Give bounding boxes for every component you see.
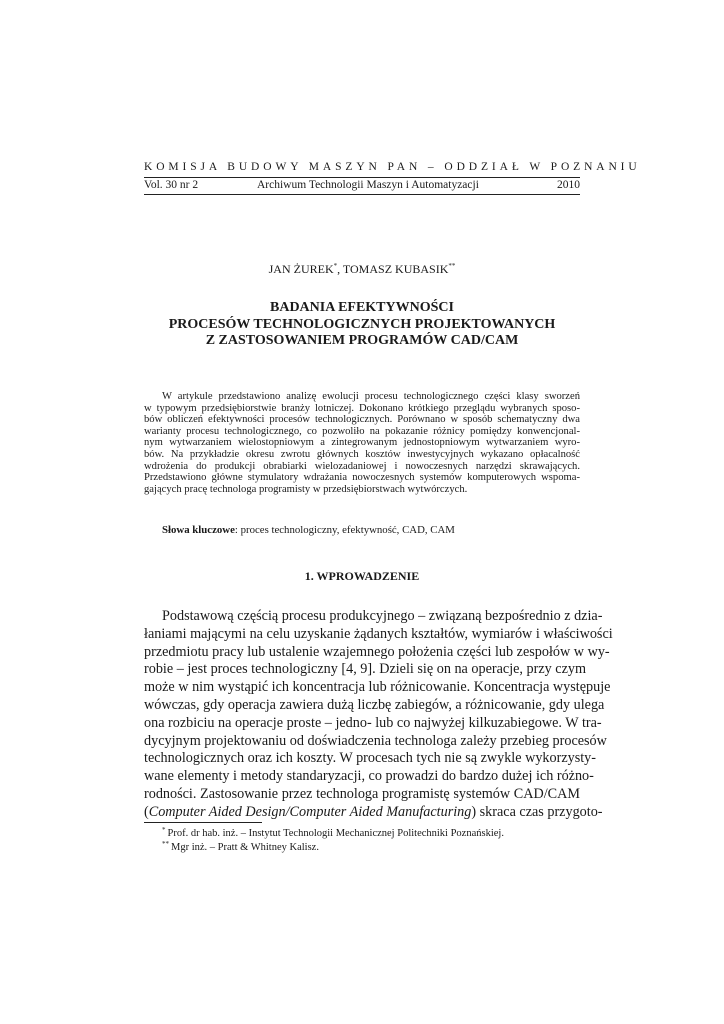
abstract-line: nym wytwarzaniem wielostopniowym a zintegrowanym jednostopniowym wytwarzaniem wyro- xyxy=(144,437,580,449)
italic-term: Computer Aided Design/Computer Aided Manufacturing xyxy=(148,803,472,820)
body-line: wówczas, gdy operacja zawiera dużą liczbę zabiegów, a różnicowanie, gdy ulega xyxy=(144,696,605,713)
keywords xyxy=(162,524,455,536)
body-line: Podstawową częścią procesu produkcyjnego – związaną bezpośrednio z dzia- xyxy=(162,608,603,624)
header-rule-bottom xyxy=(144,194,580,195)
abstract-line: Przedstawiono główne stymulatory wdrażania nowoczesnych systemów komputerowych wspoma- xyxy=(144,472,580,484)
title-line: PROCESÓW TECHNOLOGICZNYCH PROJEKTOWANYCH xyxy=(168,316,556,332)
title-line: BADANIA EFEKTYWNOŚCI xyxy=(270,300,454,315)
title-line: Z ZASTOSOWANIEM PROGRAMÓW CAD/CAM xyxy=(205,333,519,348)
author-separator: , xyxy=(337,262,343,276)
abstract-line: w typowym przedsiębiorstwie branży lotniczej. Dokonano krótkiego przeglądu wybranych sposo- xyxy=(144,402,580,414)
footnote-text: Mgr inż. – Pratt & Whitney Kalisz. xyxy=(171,842,319,853)
abstract-line: gających pracę technologa programisty w przedsiębiorstwach wytwórczych. xyxy=(144,483,468,495)
body-line: technologicznych oraz ich koszty. W procesach tych nie są zwykle wykorzysty- xyxy=(144,750,597,767)
body-paragraph xyxy=(144,608,613,822)
footnote-marker: ** xyxy=(162,840,169,848)
footnote xyxy=(162,840,319,853)
footnote-marker: ** xyxy=(448,262,456,270)
footnote-marker: * xyxy=(162,826,166,834)
footnote-rule xyxy=(144,822,262,823)
volume-number: Vol. 30 nr 2 xyxy=(144,179,199,191)
body-line: rodności. Zastosowanie przez technologa programistę systemów CAD/CAM xyxy=(144,785,580,802)
body-text: ) skraca czas przygoto- xyxy=(471,803,603,820)
author-list xyxy=(144,262,580,277)
abstract xyxy=(144,391,580,495)
footnote xyxy=(162,826,504,839)
abstract-line: warianty procesu technologicznego, co pozwoliło na pokazanie różnicy pomiędzy konwencjonal- xyxy=(144,425,580,437)
header-rule-top xyxy=(144,177,580,178)
abstract-line: W artykule przedstawiono analizę ewolucji procesu technologicznego części klasy sworzeń xyxy=(162,391,580,402)
abstract-line: bów. Na przykładzie okresu zwrotu głównych kosztów inwestycyjnych wykazano opłacalność xyxy=(144,448,580,460)
publication-year: 2010 xyxy=(557,179,580,191)
body-line: wane elementy i metody standaryzacji, co prowadzi do bardzo dużej ich różno- xyxy=(144,768,594,785)
section-heading: 1. WPROWADZENIE xyxy=(304,569,420,583)
keywords-text: : proces technologiczny, efektywność, CAD, CAM xyxy=(234,524,455,536)
abstract-line: bów obliczeń efektywności procesów technologicznych. Porównano w sposób schematyczny dwa xyxy=(144,414,580,426)
body-line: przedmiotu pracy lub ustalenie wzajemnego położenia części lub zespołów w wy- xyxy=(144,643,610,660)
body-line: łaniami mającymi na celu uzyskanie żądanych kształtów, wymiarów i właściwości xyxy=(144,625,613,642)
author-name: JAN ŻUREK xyxy=(268,262,334,276)
body-line: może w nim wystąpić ich koncentracja lub różnicowanie. Koncentracja występuje xyxy=(144,679,611,696)
footnote-text: Prof. dr hab. inż. – Instytut Technologii Mechanicznej Politechniki Poznańskiej. xyxy=(167,828,504,839)
journal-name: Archiwum Technologii Maszyn i Automatyzacji xyxy=(257,179,479,191)
body-line: robie – jest proces technologiczny [4, 9]. Dzieli się on na operacje, przy czym xyxy=(144,661,587,678)
abstract-line: wdrożenia do produkcji obrabiarki wielozadaniowej i nowoczesnych narzędzi skrawających. xyxy=(144,460,580,472)
keywords-label: Słowa kluczowe xyxy=(162,524,235,536)
author-name: TOMASZ KUBASIK xyxy=(342,262,449,276)
body-line: dycyjnym projektowaniu od doświadczenia technologa zależy przebieg procesów xyxy=(144,732,607,749)
body-line xyxy=(144,803,603,822)
masthead-organization: KOMISJA BUDOWY MASZYN PAN – ODDZIAŁ W POZNANIU xyxy=(144,161,641,173)
body-line: ona rozbiciu na operacje proste – jedno- lub co najwyżej kilkuzabiegowe. W tra- xyxy=(144,714,602,731)
paper-title xyxy=(144,300,580,350)
body-text: ( xyxy=(144,803,149,820)
footnote-marker: * xyxy=(333,262,338,270)
